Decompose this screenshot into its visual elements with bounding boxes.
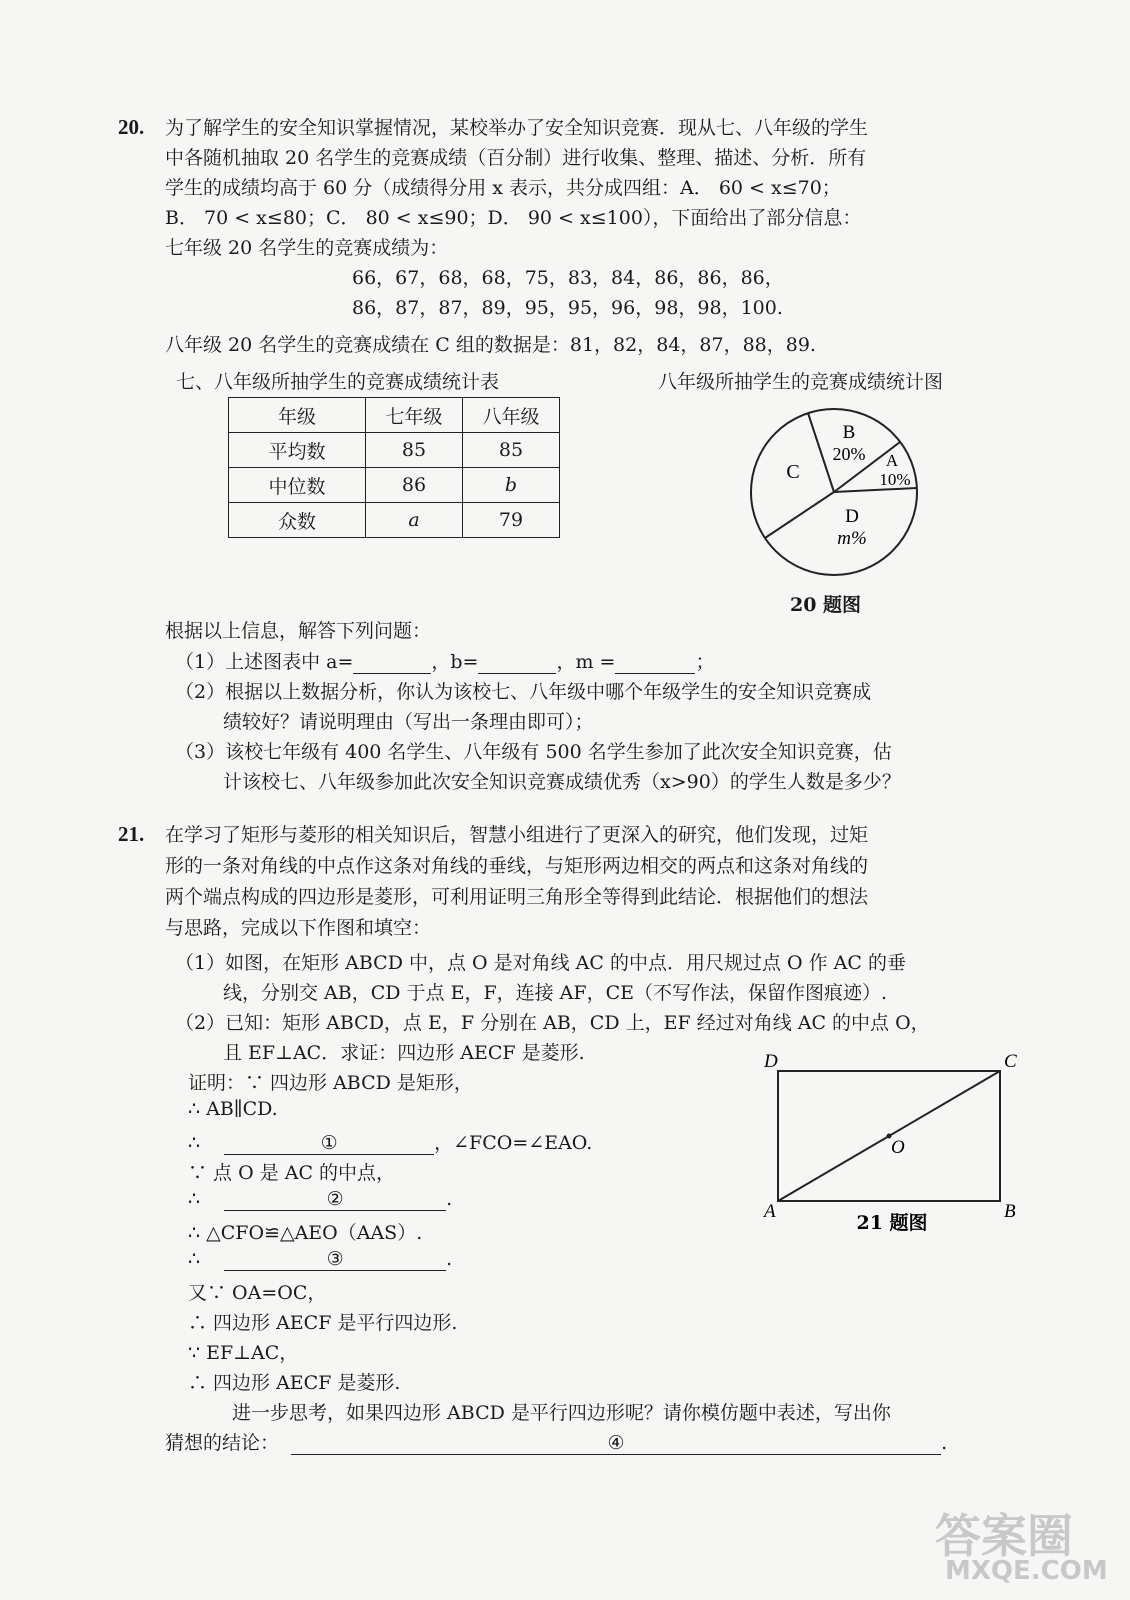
rectangle-figure: [752, 1045, 1042, 1245]
q21-sub2-line1: （2）已知：矩形 ABCD，点 E，F 分别在 AB，CD 上，EF 经过对角线 AC 的中点 O，: [175, 1012, 930, 1034]
table-cell: 86: [366, 468, 463, 503]
vertex-label-a: A: [764, 1201, 776, 1222]
table-cell: 85: [463, 433, 560, 468]
q20-intro-4: B． 70 < x≤80；C． 80 < x≤90；D． 90 < x≤100），下面给出了部分信息：: [165, 207, 862, 229]
proof-line-7-end: .: [446, 1248, 453, 1270]
q21-intro-1: 在学习了矩形与菱形的相关知识后，智慧小组进行了更深入的研究，他们发现，过矩: [165, 824, 869, 846]
q20-grade7-scores-2: 86，87，87，89，95，95，96，98，98，100.: [352, 297, 783, 319]
table-row: [229, 468, 560, 503]
proof-therefore: ∴: [188, 1132, 201, 1154]
proof-line-1: 证明：∵ 四边形 ABCD 是矩形，: [188, 1072, 473, 1094]
q21-sub1-line1: （1）如图，在矩形 ABCD 中，点 O 是对角线 AC 的中点．用尺规过点 O 作 AC 的垂: [175, 952, 906, 974]
q20-intro-2: 中各随机抽取 20 名学生的竞赛成绩（百分制）进行收集、整理、描述、分析．所有: [165, 147, 867, 169]
proof-line-2: ∴ AB∥CD.: [188, 1098, 278, 1120]
table-cell: a: [366, 503, 463, 538]
q20-grade7-scores-1: 66，67，68，68，75，83，84，86，86，86，: [352, 267, 784, 289]
pie-divider-c-b: [808, 413, 834, 492]
table-cell: 众数: [229, 503, 366, 538]
conjecture-blank-4[interactable]: ④: [291, 1432, 941, 1455]
q21-intro-3: 两个端点构成的四边形是菱形，可利用证明三角形全等得到此结论．根据他们的想法: [165, 886, 869, 908]
q20-sub1: [175, 647, 714, 674]
watermark-logo: 答案圈: [935, 1509, 1073, 1563]
pie-label-a: A: [885, 451, 899, 470]
q21-intro-2: 形的一条对角线的中点作这条对角线的垂线，与矩形两边相交的两点和这条对角线的: [165, 855, 869, 877]
figure-caption-21: 21 题图: [856, 1212, 928, 1234]
q20-sub1-text-m: ，m =: [556, 651, 616, 673]
table-row: [229, 398, 560, 433]
proof-line-9: ∴ 四边形 AECF 是平行四边形.: [188, 1312, 458, 1334]
answer-blank-a[interactable]: [353, 651, 431, 674]
q20-sub1-text-a: 上述图表中 a=: [225, 651, 354, 673]
proof-line-10: ∵ EF⊥AC，: [188, 1342, 299, 1364]
proof-therefore: ∴: [188, 1248, 201, 1270]
q20-intro-1: 为了解学生的安全知识掌握情况，某校举办了安全知识竞赛．现从七、八年级的学生: [165, 117, 869, 139]
q20-intro-3: 学生的成绩均高于 60 分（成绩得分用 x 表示，共分成四组：A． 60 < x≤70；: [165, 177, 841, 199]
q20-sub2-line1: （2）根据以上数据分析，你认为该校七、八年级中哪个年级学生的安全知识竞赛成: [175, 681, 872, 703]
table-header-cell: 年级: [229, 398, 366, 433]
proof-line-6: ∴ △CFO≌△AEO（AAS）.: [188, 1222, 423, 1244]
pie-label-b-pct: 20%: [832, 444, 866, 464]
q20-table-caption: 七、八年级所抽学生的竞赛成绩统计表: [176, 371, 500, 393]
pie-label-d: D: [845, 506, 859, 527]
q21-sub1-line2: 线，分别交 AB，CD 于点 E，F，连接 AF，CE（不写作法，保留作图痕迹）.: [223, 982, 888, 1004]
proof-line-3: [188, 1128, 592, 1155]
answer-blank-m[interactable]: [615, 651, 695, 674]
q20-sub1-text-b: ，b=: [431, 651, 479, 673]
pie-label-d-pct: m%: [837, 528, 867, 549]
pie-label-b: B: [842, 422, 856, 443]
q21-further-line2: [165, 1428, 947, 1455]
q20-sub3-line2: 计该校七、八年级参加此次安全知识竞赛成绩优秀（x>90）的学生人数是多少？: [223, 771, 901, 793]
table-cell: 85: [366, 433, 463, 468]
proof-line-8: 又∵ OA=OC，: [188, 1282, 327, 1304]
pie-chart: [740, 400, 940, 600]
table-cell: 平均数: [229, 433, 366, 468]
watermark-url: MXQE.COM: [945, 1556, 1108, 1586]
pie-label-c: C: [786, 461, 800, 483]
q21-sub2-line2: 且 EF⊥AC．求证：四边形 AECF 是菱形.: [223, 1042, 585, 1064]
table-cell: 中位数: [229, 468, 366, 503]
q20-sub1-end: ；: [695, 651, 715, 673]
proof-blank-3[interactable]: ③: [224, 1248, 446, 1271]
proof-blank-2[interactable]: ②: [224, 1188, 446, 1211]
q20-grade8-c-group: 八年级 20 名学生的竞赛成绩在 C 组的数据是：81，82，84，87，88，89.: [165, 334, 816, 356]
proof-line-7: [188, 1248, 452, 1271]
vertex-label-d: D: [764, 1051, 778, 1072]
point-label-o: O: [891, 1137, 905, 1158]
q20-sub2-line2: 绩较好？请说明理由（写出一条理由即可）；: [223, 711, 594, 733]
q21-further-end: .: [941, 1432, 948, 1454]
pie-divider-d-c: [765, 492, 834, 538]
answer-blank-b[interactable]: [478, 651, 556, 674]
proof-line-5-end: .: [446, 1188, 453, 1210]
vertex-label-c: C: [1004, 1051, 1017, 1072]
pie-label-a-pct: 10%: [879, 470, 911, 489]
stats-table: [228, 397, 560, 538]
q21-further-prefix: 猜想的结论：: [165, 1432, 280, 1454]
q20-grade7-label: 七年级 20 名学生的竞赛成绩为：: [165, 237, 449, 259]
proof-line-4: ∵ 点 O 是 AC 的中点，: [188, 1162, 396, 1184]
q20-sub3-line1: （3）该校七年级有 400 名学生、八年级有 500 名学生参加了此次安全知识竞赛，估: [175, 741, 892, 763]
table-cell: b: [463, 468, 560, 503]
q20-sub1-num: （1）: [175, 651, 226, 673]
q20-prompt: 根据以上信息，解答下列问题：: [165, 620, 432, 642]
table-header-cell: 七年级: [366, 398, 463, 433]
q20-pie-caption: 八年级所抽学生的竞赛成绩统计图: [658, 371, 944, 393]
proof-line-3-rest: ，∠FCO=∠EAO.: [434, 1132, 593, 1154]
table-cell: 79: [463, 503, 560, 538]
table-row: [229, 503, 560, 538]
q20-number: 20.: [118, 115, 145, 139]
q21-further-line1: 进一步思考，如果四边形 ABCD 是平行四边形呢？请你模仿题中表述，写出你: [232, 1402, 891, 1424]
q20-figure-label: 20 题图: [790, 594, 862, 616]
vertex-label-b: B: [1004, 1201, 1016, 1222]
q21-number: 21.: [118, 822, 145, 846]
q21-intro-4: 与思路，完成以下作图和填空：: [165, 917, 432, 939]
table-row: [229, 433, 560, 468]
proof-therefore: ∴: [188, 1188, 201, 1210]
proof-blank-1[interactable]: ①: [224, 1132, 434, 1155]
table-header-cell: 八年级: [463, 398, 560, 433]
proof-line-5: [188, 1188, 452, 1211]
proof-line-11: ∴ 四边形 AECF 是菱形.: [188, 1372, 401, 1394]
